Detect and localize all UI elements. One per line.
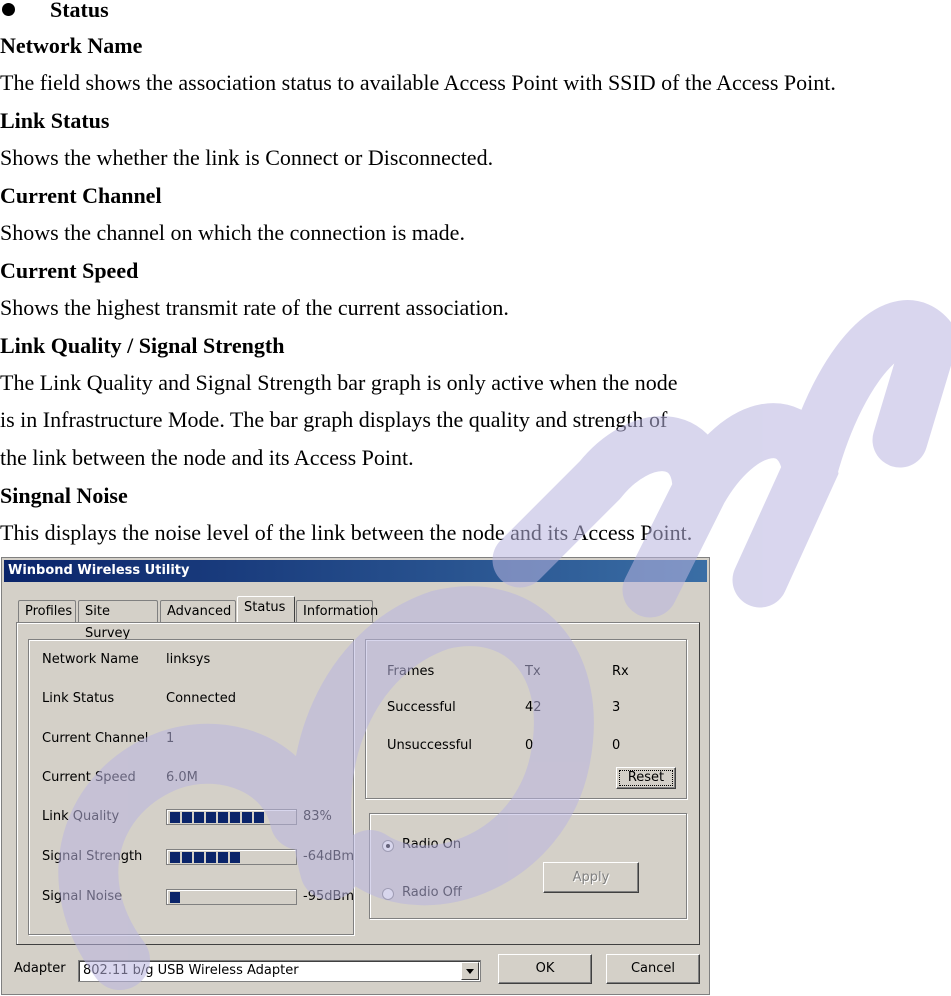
signal-noise-bar (166, 889, 297, 905)
section-text: The field shows the association status to available Access Point with SSID of the Access Point. (0, 70, 836, 95)
channel-value: 1 (166, 731, 175, 746)
signal-strength-value: -64dBm (303, 849, 355, 864)
section-title-link-status: Link Status (0, 108, 110, 133)
status-panel (16, 622, 700, 945)
cancel-button[interactable]: Cancel (606, 954, 700, 984)
successful-label: Successful (387, 700, 456, 715)
signal-noise-value: -95dBm (303, 889, 355, 904)
bar-segment (182, 812, 192, 823)
bar-segment (194, 812, 204, 823)
bullet-icon (2, 3, 15, 16)
frames-header-tx: Tx (525, 664, 541, 679)
radio-on-button[interactable] (382, 840, 394, 852)
bar-segment (170, 892, 180, 903)
utility-window (1, 557, 710, 995)
chevron-down-icon[interactable] (461, 962, 479, 980)
bar-segment (182, 852, 192, 863)
adapter-label: Adapter (14, 961, 66, 976)
section-text: The Link Quality and Signal Strength bar graph is only active when the node (0, 370, 678, 395)
tab-profiles[interactable]: Profiles (18, 600, 76, 622)
successful-tx: 42 (525, 700, 542, 715)
frames-group (365, 639, 687, 799)
radio-group (369, 813, 687, 919)
speed-value: 6.0M (166, 770, 198, 785)
bar-segment (170, 812, 180, 823)
bar-segment (230, 812, 240, 823)
bar-segment (206, 812, 216, 823)
section-text: This displays the noise level of the link between the node and its Access Point. (0, 520, 693, 545)
speed-label: Current Speed (42, 770, 136, 785)
frames-header-label: Frames (387, 664, 435, 679)
bar-segment (230, 852, 240, 863)
link-quality-bar (166, 809, 297, 825)
link-quality-label: Link Quality (42, 809, 120, 824)
radio-on-label[interactable]: Radio On (402, 837, 462, 852)
radio-off-button[interactable] (382, 888, 394, 900)
bar-segment (218, 852, 228, 863)
adapter-select-value: 802.11 b/g USB Wireless Adapter (83, 963, 299, 978)
tab-status[interactable]: Status (237, 596, 295, 622)
bar-segment (242, 812, 252, 823)
ok-button[interactable]: OK (498, 954, 592, 984)
bar-segment (194, 852, 204, 863)
section-text: Shows the whether the link is Connect or Disconnected. (0, 145, 494, 170)
signal-noise-label: Signal Noise (42, 889, 123, 904)
signal-strength-label: Signal Strength (42, 849, 143, 864)
reset-button[interactable]: Reset (616, 767, 676, 789)
section-title-signal-noise: Singnal Noise (0, 483, 128, 508)
section-text: the link between the node and its Access Point. (0, 445, 414, 470)
section-title-current-channel: Current Channel (0, 183, 162, 208)
tab-site-survey[interactable]: Site Survey (78, 600, 158, 622)
bar-segment (218, 812, 228, 823)
doc-heading: Status (50, 0, 109, 22)
network-name-value: linksys (166, 652, 211, 667)
apply-button[interactable]: Apply (543, 862, 639, 893)
section-text: Shows the highest transmit rate of the current association. (0, 295, 509, 320)
channel-label: Current Channel (42, 731, 149, 746)
watermark-stroke (520, 328, 930, 590)
status-group (28, 639, 354, 935)
bar-segment (206, 852, 216, 863)
unsuccessful-tx: 0 (525, 738, 534, 753)
adapter-select[interactable] (78, 960, 481, 982)
link-status-label: Link Status (42, 691, 115, 706)
section-title-current-speed: Current Speed (0, 258, 139, 283)
link-quality-value: 83% (303, 809, 332, 824)
section-title-link-quality: Link Quality / Signal Strength (0, 333, 285, 358)
section-title-network-name: Network Name (0, 33, 143, 58)
successful-rx: 3 (612, 700, 621, 715)
unsuccessful-rx: 0 (612, 738, 621, 753)
frames-header-rx: Rx (612, 664, 629, 679)
window-title: Winbond Wireless Utility (4, 560, 707, 582)
tab-advanced[interactable]: Advanced (160, 600, 236, 622)
unsuccessful-label: Unsuccessful (387, 738, 473, 753)
bar-segment (254, 812, 264, 823)
bar-segment (170, 852, 180, 863)
network-name-label: Network Name (42, 652, 139, 667)
section-text: is in Infrastructure Mode. The bar graph displays the quality and strength of (0, 407, 668, 432)
signal-strength-bar (166, 849, 297, 865)
radio-off-label[interactable]: Radio Off (402, 885, 462, 900)
section-text: Shows the channel on which the connection is made. (0, 220, 465, 245)
tab-information[interactable]: Information (296, 600, 373, 622)
link-status-value: Connected (166, 691, 237, 706)
